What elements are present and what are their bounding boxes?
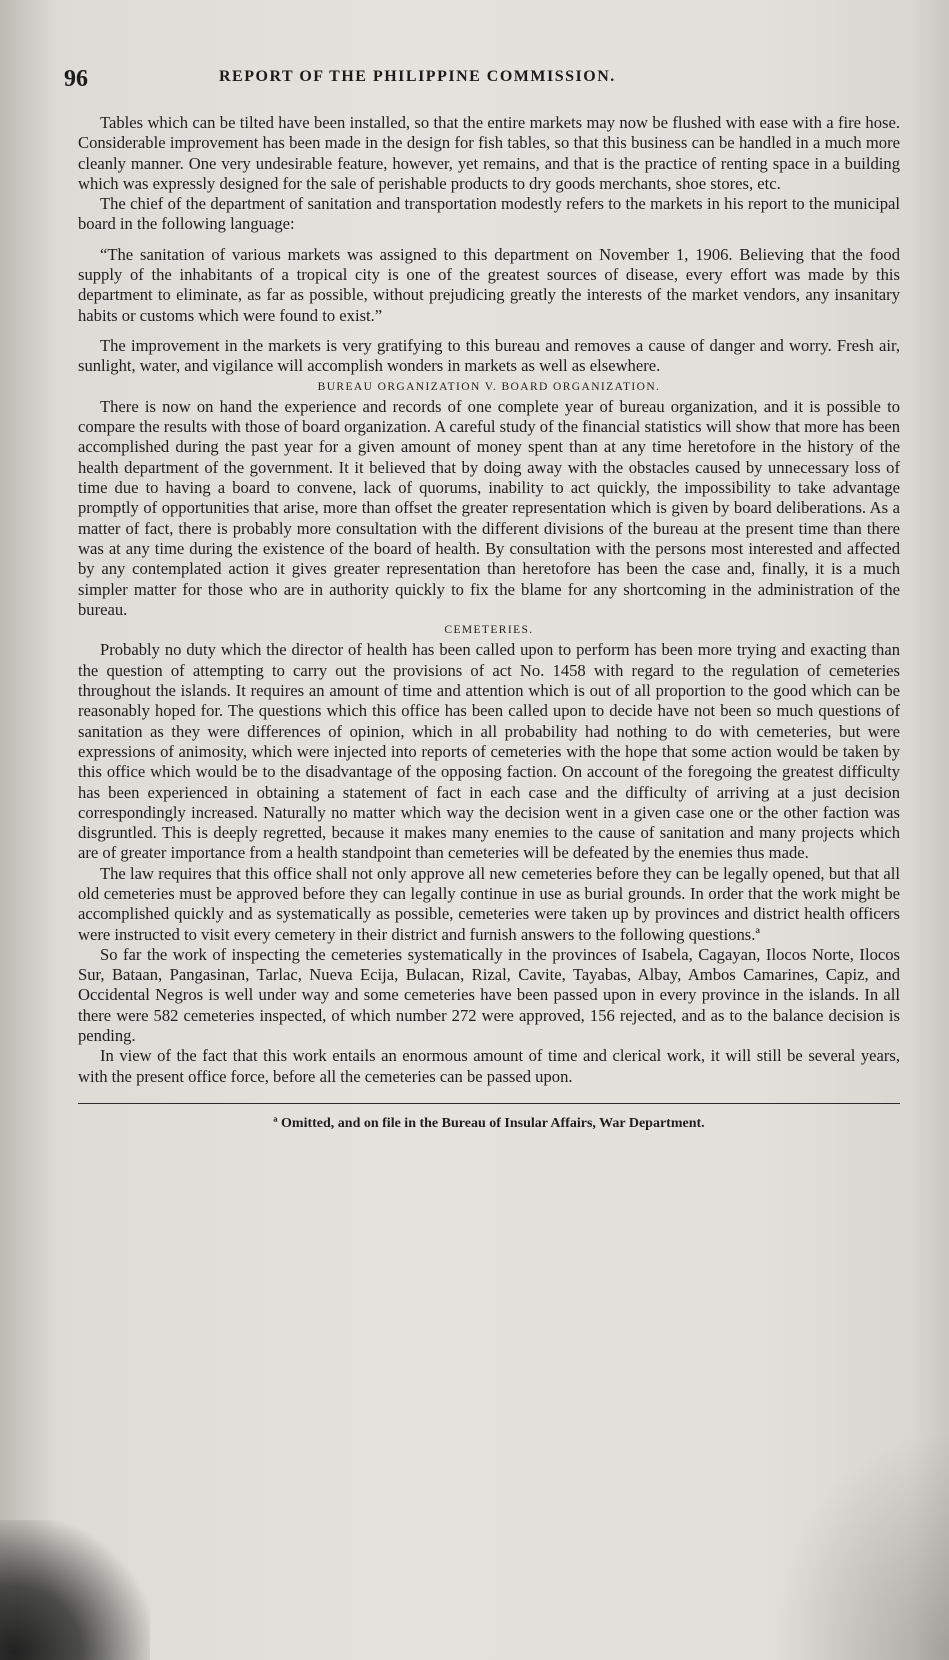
paragraph-bureau-organization: There is now on hand the experience and records of one complete year of bureau organization, and it is possible to compare the results with those of board organization. A careful study of the financial statistics will show that more has been accomplished during the past year for a given amount of money spent than at any time heretofore in the history of the health department of the government. It it believed that by doing away with the obstacles caused by unnecessary loss of time due to having a board to convene, lack of quorums, inability to act quickly, the impossibility to take advantage promptly of opportunities that arise, more than offset the greater representation which is given by board deliberations. As a matter of fact, there is probably more consultation with the different divisions of the bureau at the present time than there was at any time during the existence of the board of health. By consultation with the persons most interested and affected by any contemplated action it gives greater representation than heretofore has been the case and, finally, it is a much simpler matter for those who are in authority quickly to fix the blame for any shortcoming in the administration of the bureau. <box>78 396 900 619</box>
paragraph-improvement: The improvement in the markets is very gratifying to this bureau and removes a cause of danger and worry. Fresh air, sunlight, water, and vigilance will accomplish wonders in markets as well as elsewhere. <box>78 335 900 376</box>
paragraph-law-requires: The law requires that this office shall not only approve all new cemeteries before they can be legally opened, but that all old cemeteries must be approved before they can legally continue in use as burial grounds. In order that the work might be accomplished quickly and as systematically as possible, cemeteries were taken up by provinces and district health officers were instructed to visit every cemetery in their district and furnish answers to the following questions.ª <box>78 863 900 944</box>
paragraph-cemeteries-duty: Probably no duty which the director of health has been called upon to perform has been more trying and exacting than the question of attempting to carry out the provisions of act No. 1458 with regard to the regulation of cemeteries throughout the islands. It requires an amount of time and attention which is out of all proportion to the good which can be reasonably hoped for. The questions which this office has been called upon to decide have not been so much questions of sanitation as they were differences of opinion, which in all probability had nothing to do with cemeteries, but were expressions of animosity, which were injected into reports of cemeteries with the hope that some action would be taken by this office which would be to the disadvantage of the opposing faction. On account of the foregoing the greatest difficulty has been experienced in obtaining a statement of fact in each case and the difficulty of arriving at a just decision correspondingly increased. Naturally no matter which way the decision went in a given case one or the other faction was disgruntled. This is deeply regretted, because it makes many enemies to the cause of sanitation and many projects which are of greater importance from a health standpoint than cemeteries will be defeated by the enemies thus made. <box>78 640 900 863</box>
section-heading-cemeteries: CEMETERIES. <box>444 624 534 637</box>
paragraph-clerical-work: In view of the fact that this work entails an enormous amount of time and clerical work, it will still be several years, with the present office force, before all the cemeteries can be passed upon. <box>78 1046 900 1086</box>
footnote-rule <box>78 1103 900 1104</box>
page-number: 96 <box>64 66 88 92</box>
page-shadow <box>769 1430 949 1660</box>
section-heading-organization: BUREAU ORGANIZATION V. BOARD ORGANIZATION. <box>317 380 661 393</box>
page-body <box>78 113 900 1134</box>
paragraph-inspection-progress: So far the work of inspecting the cemeteries systematically in the provinces of Isabela, Cagayan, Ilocos Norte, Ilocos Sur, Bataan, Pangasinan, Tarlac, Nueva Ecija, Bulacan, Rizal, Cavite, Tayabas, Albay, Ambos Camarines, Capiz, and Occidental Negros is well under way and some cemeteries have been passed upon in every province in the islands. In all there were 582 cemeteries inspected, of which number 272 were approved, 156 rejected, and as to the balance decision is pending. <box>78 944 900 1046</box>
paragraph-markets-tables: Tables which can be tilted have been installed, so that the entire markets may now be flushed with ease with a fire hose. Considerable improvement has been made in the design for fish tables, so that this business can be handled in a much more cleanly manner. One very undesirable feature, however, yet remains, and that is the practice of renting space in a building which was expressly designed for the sale of perishable products to dry goods merchants, shoe stores, etc. <box>78 113 900 193</box>
binding-shadow <box>0 1520 150 1660</box>
footnote: ª Omitted, and on file in the Bureau of Insular Affairs, War Department. <box>273 1115 705 1131</box>
paragraph-chief-report: The chief of the department of sanitation and transportation modestly refers to the markets in his report to the municipal board in the following language: <box>78 194 900 234</box>
page-header <box>64 64 894 98</box>
quoted-paragraph: “The sanitation of various markets was assigned to this department on November 1, 1906. Believing that the food supply of the inhabitants of a tropical city is one of the greatest sources of disease, every effort was made by this department to eliminate, as far as possible, without prejudicing greatly the interests of the market vendors, any insanitary habits or customs which were found to exist.” <box>78 244 900 325</box>
running-head: REPORT OF THE PHILIPPINE COMMISSION. <box>219 68 616 85</box>
